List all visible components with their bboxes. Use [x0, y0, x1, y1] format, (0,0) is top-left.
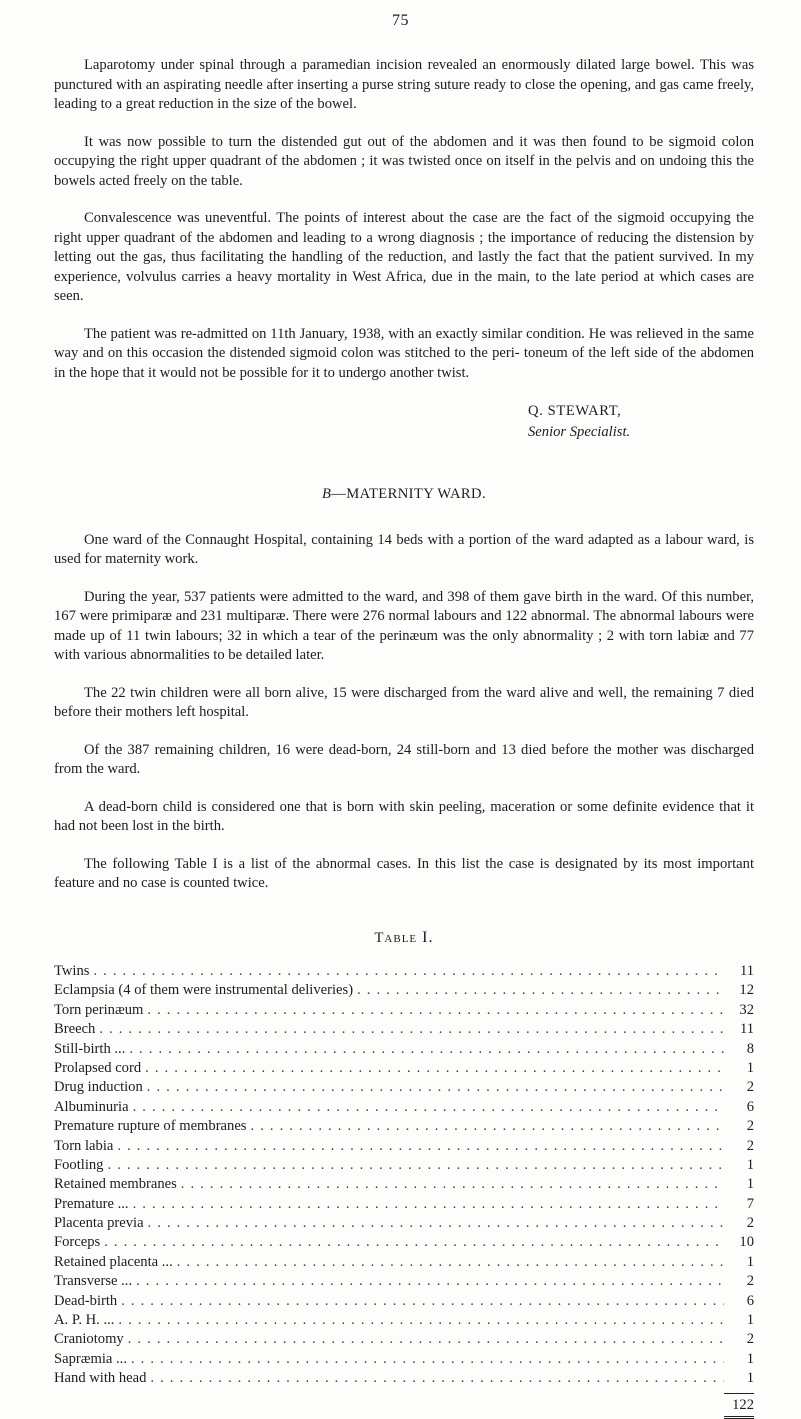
row-value: 11 — [739, 1021, 754, 1038]
row-label: Forceps — [54, 1234, 104, 1250]
row-label: Retained membranes — [54, 1176, 181, 1192]
row-label: Albuminuria — [54, 1099, 133, 1115]
table-row — [54, 1098, 754, 1117]
paragraph-table-intro: The following Table I is a list of the abnormal cases. In this list the case is designated by its most important feature and no case is counted twice. — [54, 855, 754, 891]
table-title — [54, 928, 754, 949]
row-value: 1 — [746, 1253, 754, 1270]
row-label: Dead-birth — [54, 1293, 121, 1309]
row-label: Drug induction — [54, 1079, 147, 1095]
paragraph-sigmoid-colon: It was now possible to turn the distended gut out of the abdomen and it was then found to be sigmoid colon occupying the right upper quadrant of the abdomen ; it was twisted once on itself in the pelvis and on undoing this the bowels acted freely on the table. — [54, 133, 754, 189]
row-label: Placenta previa — [54, 1215, 148, 1231]
table-row — [54, 1195, 754, 1214]
row-value: 7 — [746, 1195, 754, 1212]
row-label: Transverse ... — [54, 1273, 136, 1289]
row-value: 1 — [746, 1370, 754, 1387]
row-value: 2 — [746, 1215, 754, 1232]
table-row — [54, 981, 754, 1000]
row-value: 12 — [739, 982, 754, 999]
table-total-row — [54, 1393, 754, 1419]
table-row — [54, 1156, 754, 1175]
row-label: Eclampsia (4 of them were instrumental deliveries) — [54, 982, 357, 998]
table-row — [54, 1020, 754, 1039]
abnormal-cases-table — [54, 962, 754, 1419]
table-title-rest: able I. — [384, 928, 434, 946]
table-title-initial: T — [374, 929, 385, 946]
signature-name: Q. STEWART, — [528, 403, 622, 419]
table-row — [54, 1175, 754, 1194]
table-row — [54, 1369, 754, 1388]
table-row — [54, 1292, 754, 1311]
signature-block — [54, 401, 754, 443]
row-value: 2 — [746, 1331, 754, 1348]
section-letter: B — [321, 486, 332, 502]
page-body — [54, 56, 754, 1419]
row-value: 6 — [746, 1098, 754, 1115]
table-row — [54, 1253, 754, 1272]
row-value: 1 — [746, 1156, 754, 1173]
row-label: Footling — [54, 1157, 107, 1173]
table-row — [54, 962, 754, 981]
table-row — [54, 1214, 754, 1233]
row-label: Premature ... — [54, 1196, 133, 1212]
paragraph-twins: The 22 twin children were all born alive, 15 were discharged from the ward alive and well, the remaining 7 died before their mothers left hospital. — [54, 684, 754, 720]
paragraph-convalescence: Convalescence was uneventful. The points of interest about the case are the fact of the sigmoid occupying the right upper quadrant of the abdomen and leading to a wrong diagnosis ; the importance of reducing the distension by letting out the gas, thus facilitating the handling of the reduction, and lastly the fact that the patient survived. In my experience, volvulus carries a heavy mortality in West Africa, due in the main, to the late period at which cases are seen. — [54, 210, 754, 304]
table-row — [54, 1078, 754, 1097]
signature-title: Senior Specialist. — [528, 424, 631, 440]
table-row — [54, 1001, 754, 1020]
paragraph-laparotomy: Laparotomy under spinal through a paramedian incision revealed an enormously dilated large bowel. This was punctured with an aspirating needle after inserting a purse string suture ready to close the opening, and gas came freely, leading to a great reduction in the size of the bowel. — [54, 57, 754, 112]
row-value: 11 — [739, 963, 754, 979]
paragraph-readmission: The patient was re-admitted on 11th January, 1938, with an exactly similar condition. He was relieved in the same way and on this occasion the distended sigmoid colon was stitched to the peri- toneum of the left side of the abdomen in the hope that it would not be possible for it to undergo another twist. — [54, 325, 754, 381]
table-row — [54, 1330, 754, 1349]
row-label: Torn labia — [54, 1138, 117, 1154]
row-label: Prolapsed cord — [54, 1060, 145, 1076]
page-number: 75 — [392, 12, 409, 29]
paragraph-ward-description: One ward of the Connaught Hospital, containing 14 beds with a portion of the ward adapted as a labour ward, is used for maternity work. — [54, 531, 754, 567]
table-row — [54, 1350, 754, 1369]
row-value: 1 — [746, 1059, 754, 1076]
row-value: 10 — [739, 1234, 754, 1251]
row-label: Breech — [54, 1021, 99, 1037]
row-value: 2 — [746, 1273, 754, 1290]
row-value: 1 — [746, 1350, 754, 1367]
row-value: 8 — [746, 1040, 754, 1057]
table-row — [54, 1233, 754, 1252]
row-value: 6 — [746, 1292, 754, 1309]
table-row — [54, 1117, 754, 1136]
table-row — [54, 1272, 754, 1291]
row-label: Hand with head — [54, 1370, 150, 1386]
row-label: Still-birth ... — [54, 1041, 129, 1057]
table-row — [54, 1040, 754, 1059]
table-row — [54, 1137, 754, 1156]
row-value: 32 — [739, 1001, 754, 1018]
row-label: Torn perinæum — [54, 1002, 147, 1018]
row-value: 2 — [746, 1137, 754, 1154]
row-label: Sapræmia ... — [54, 1351, 131, 1367]
table-row — [54, 1059, 754, 1078]
row-value: 1 — [746, 1176, 754, 1193]
section-title: —MATERNITY WARD. — [331, 486, 487, 502]
section-heading — [54, 485, 754, 505]
row-label: A. P. H. ... — [54, 1312, 118, 1328]
table-total: 122 — [724, 1393, 754, 1419]
paragraph-remaining-children: Of the 387 remaining children, 16 were dead-born, 24 still-born and 13 died before the mother was discharged from the ward. — [54, 741, 754, 777]
row-value: 2 — [746, 1118, 754, 1135]
row-label: Retained placenta ... — [54, 1254, 177, 1270]
row-label: Craniotomy — [54, 1331, 128, 1347]
table-row — [54, 1311, 754, 1330]
row-value: 1 — [746, 1312, 754, 1329]
row-value: 2 — [746, 1079, 754, 1096]
paragraph-admissions: During the year, 537 patients were admitted to the ward, and 398 of them gave birth in the ward. Of this number, 167 were primiparæ and 231 multiparæ. There were 276 normal labours and 122 abnormal. The abnormal labours were made up of 11 twin labours; 32 in which a tear of the perinæum was the only abnormality ; 2 with torn labiæ and 77 with various abnormalities to be detailed later. — [54, 588, 754, 663]
row-label: Premature rupture of membranes — [54, 1118, 250, 1134]
paragraph-dead-born-definition: A dead-born child is considered one that is born with skin peeling, maceration or some definite evidence that it had not been lost in the birth. — [54, 798, 754, 834]
row-label: Twins — [54, 963, 93, 979]
